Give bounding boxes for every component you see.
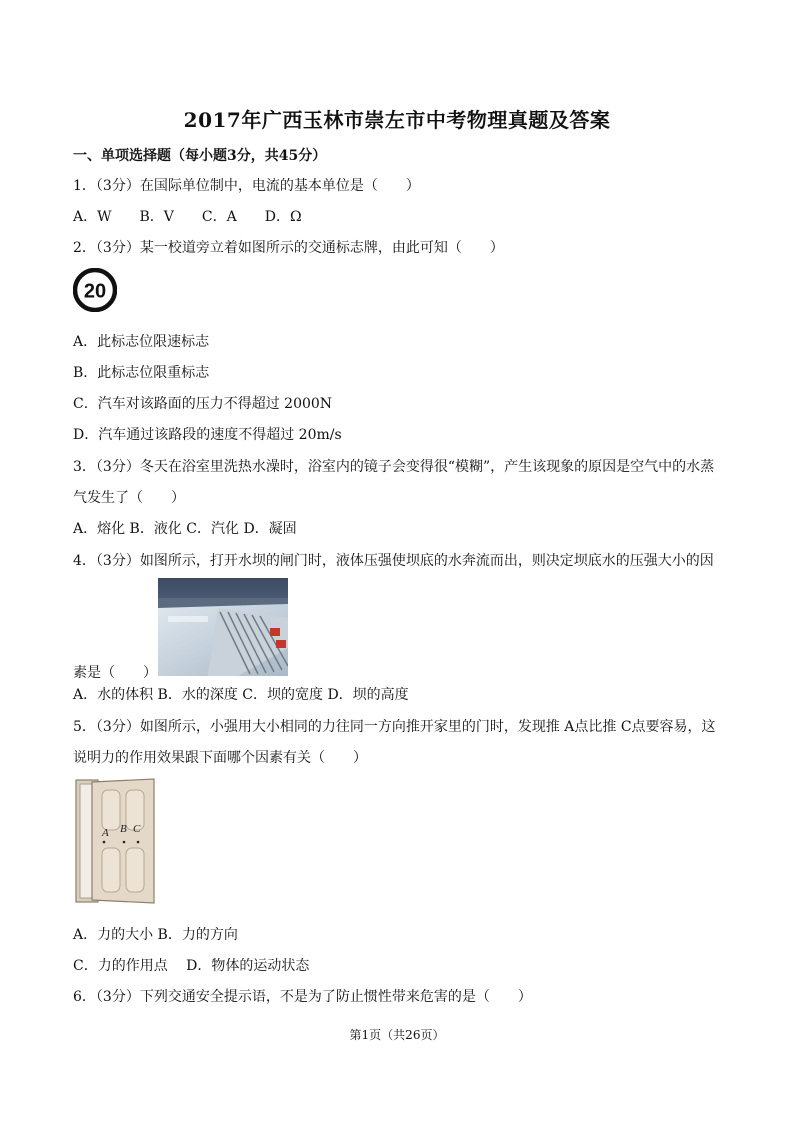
door-label-a: A: [102, 827, 109, 839]
question-6: 6．（3分）下列交通安全提示语，不是为了防止惯性带来危害的是（ ）: [73, 989, 532, 1005]
question-4-continued: 素是（ ）: [73, 665, 157, 681]
question-1-options: A．W B．V C．A D．Ω: [73, 209, 302, 225]
question-5-continued: 说明力的作用效果跟下面哪个因素有关（ ）: [73, 750, 367, 766]
question-1: 1．（3分）在国际单位制中，电流的基本单位是（ ）: [73, 178, 420, 194]
question-2: 2．（3分）某一校道旁立着如图所示的交通标志牌，由此可知（ ）: [73, 240, 504, 256]
question-4: 4．（3分）如图所示，打开水坝的闸门时，液体压强使坝底的水奔流而出，则决定坝底水的压强大小的因: [73, 553, 714, 569]
section-heading: 一、单项选择题（每小题3分，共45分）: [73, 148, 327, 164]
door-image: [74, 778, 156, 904]
question-2-option-c: C．汽车对该路面的压力不得超过 2000N: [73, 396, 333, 412]
speed-limit-sign-icon: [73, 268, 117, 312]
question-3-options: A．熔化 B．液化 C．汽化 D．凝固: [73, 521, 297, 537]
sign-number: 20: [83, 280, 107, 303]
page-footer: 第1页（共26页）: [349, 1028, 445, 1042]
dam-image: [158, 578, 288, 676]
question-5-options-cd: C．力的作用点 D．物体的运动状态: [73, 958, 310, 974]
door-label-c: C: [133, 823, 141, 835]
page-title: 2017年广西玉林市崇左市中考物理真题及答案: [183, 108, 611, 132]
question-4-options: A．水的体积 B．水的深度 C．坝的宽度 D．坝的高度: [73, 687, 409, 703]
question-2-option-a: A．此标志位限速标志: [73, 334, 210, 350]
question-5: 5．（3分）如图所示，小强用大小相同的力往同一方向推开家里的门时，发现推 A点比推 C点要容易，这: [73, 719, 716, 735]
question-2-option-d: D．汽车通过该路段的速度不得超过 20m/s: [73, 427, 342, 443]
question-3: 3．（3分）冬天在浴室里洗热水澡时，浴室内的镜子会变得很“模糊”，产生该现象的原因是空气中的水蒸: [73, 459, 715, 475]
question-2-option-b: B．此标志位限重标志: [73, 365, 210, 381]
door-label-b: B: [120, 823, 127, 835]
question-3-continued: 气发生了（ ）: [73, 490, 185, 506]
question-5-options-ab: A．力的大小 B．力的方向: [73, 927, 238, 943]
